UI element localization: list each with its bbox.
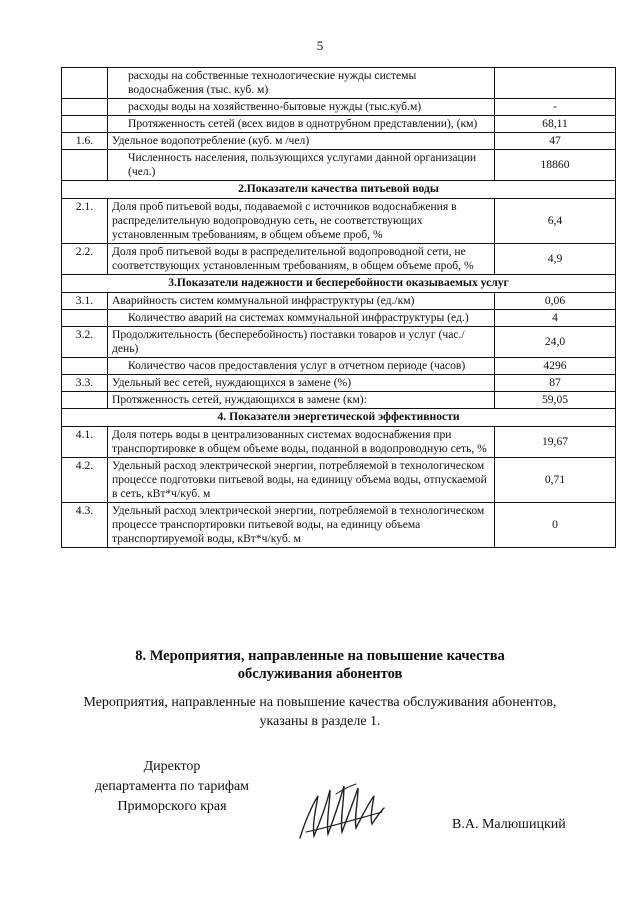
row-value: 24,0 <box>495 327 616 358</box>
row-number: 1.6. <box>62 133 108 150</box>
row-number: 3.1. <box>62 293 108 310</box>
row-description: Численность населения, пользующихся услугами данной организации (чел.) <box>108 150 495 181</box>
table-row <box>62 68 616 99</box>
row-number: 2.2. <box>62 244 108 275</box>
row-number: 3.2. <box>62 327 108 358</box>
section-8-heading-line-2: обслуживания абонентов <box>237 666 403 682</box>
row-value: 0,06 <box>495 293 616 310</box>
table-row <box>62 99 616 116</box>
table-row <box>62 293 616 310</box>
row-value: 59,05 <box>495 392 616 409</box>
row-value: 47 <box>495 133 616 150</box>
row-description: Аварийность систем коммунальной инфраструктуры (ед./км) <box>108 293 495 310</box>
row-description: Доля проб питьевой воды, подаваемой с источников водоснабжения в распределительную водопроводную сеть, не соответствующих установленным требованиям, в общем объеме проб, % <box>108 199 495 244</box>
table-row <box>62 358 616 375</box>
section-title: 3.Показатели надежности и бесперебойности оказываемых услуг <box>62 275 616 293</box>
indicators-table <box>61 67 616 548</box>
row-description: Удельный расход электрической энергии, потребляемой в технологическом процессе подготовки питьевой воды, на единицу объема воды, отпускаемой в сеть, кВт*ч/куб. м <box>108 458 495 503</box>
table-row <box>62 327 616 358</box>
table-row <box>62 375 616 392</box>
table-row <box>62 133 616 150</box>
row-description: расходы воды на хозяйственно-бытовые нужды (тыс.куб.м) <box>108 99 495 116</box>
row-description: Удельное водопотребление (куб. м /чел) <box>108 133 495 150</box>
row-value: 6,4 <box>495 199 616 244</box>
row-number: 4.3. <box>62 503 108 548</box>
row-description: Удельный вес сетей, нуждающихся в замене (%) <box>108 375 495 392</box>
row-number: 4.1. <box>62 427 108 458</box>
signatory-title-line-1: Директор <box>143 759 201 774</box>
signatory-name: В.А. Малюшицкий <box>452 817 566 832</box>
row-number <box>62 68 108 99</box>
row-number <box>62 358 108 375</box>
row-number <box>62 310 108 327</box>
row-value: 18860 <box>495 150 616 181</box>
row-value: 0 <box>495 503 616 548</box>
table-row <box>62 458 616 503</box>
section-8-heading <box>0 647 640 683</box>
table-row <box>62 150 616 181</box>
row-number: 3.3. <box>62 375 108 392</box>
row-description: Протяженность сетей (всех видов в однотрубном представлении), (км) <box>108 116 495 133</box>
section-8-body <box>0 693 640 731</box>
section-8-heading-line-1: 8. Мероприятия, направленные на повышение качества <box>135 648 505 664</box>
section-8-body-line-1: Мероприятия, направленные на повышение качества обслуживания абонентов, <box>83 695 557 710</box>
table-row <box>62 116 616 133</box>
row-description: расходы на собственные технологические нужды системы водоснабжения (тыс. куб. м) <box>108 68 495 99</box>
row-value: 87 <box>495 375 616 392</box>
table-row <box>62 427 616 458</box>
page-number: 5 <box>316 38 324 53</box>
table-row <box>62 392 616 409</box>
table-row <box>62 199 616 244</box>
row-description: Количество аварий на системах коммунальной инфраструктуры (ед.) <box>108 310 495 327</box>
row-description: Доля проб питьевой воды в распределительной водопроводной сети, не соответствующих установленным требованиям, в общем объеме проб, % <box>108 244 495 275</box>
table-row <box>62 503 616 548</box>
row-description: Количество часов предоставления услуг в отчетном периоде (часов) <box>108 358 495 375</box>
table-section-header <box>62 275 616 293</box>
row-number <box>62 99 108 116</box>
table-row <box>62 310 616 327</box>
row-value: - <box>495 99 616 116</box>
row-number <box>62 116 108 133</box>
section-title: 2.Показатели качества питьевой воды <box>62 181 616 199</box>
section-title: 4. Показатели энергетической эффективности <box>62 409 616 427</box>
handwritten-signature <box>296 778 388 844</box>
row-value: 4 <box>495 310 616 327</box>
signatory-title-line-2: департамента по тарифам <box>94 779 250 794</box>
row-number <box>62 392 108 409</box>
table-section-header <box>62 409 616 427</box>
table-row <box>62 244 616 275</box>
row-value: 19,67 <box>495 427 616 458</box>
indicators-table-body <box>62 68 616 548</box>
row-description: Протяженность сетей, нуждающихся в замене (км): <box>108 392 495 409</box>
row-value <box>495 68 616 99</box>
row-value: 68,11 <box>495 116 616 133</box>
signatory-title-line-3: Приморского края <box>117 799 227 814</box>
row-value: 4296 <box>495 358 616 375</box>
row-number <box>62 150 108 181</box>
row-description: Продолжительность (бесперебойность) поставки товаров и услуг (час./день) <box>108 327 495 358</box>
table-section-header <box>62 181 616 199</box>
row-description: Доля потерь воды в централизованных системах водоснабжения при транспортировке в общем объеме воды, поданной в водопроводную сеть, % <box>108 427 495 458</box>
row-description: Удельный расход электрической энергии, потребляемой в технологическом процессе транспортировки питьевой воды, на единицу объема транспортируемой воды, кВт*ч/куб. м <box>108 503 495 548</box>
row-value: 4,9 <box>495 244 616 275</box>
row-number: 4.2. <box>62 458 108 503</box>
row-value: 0,71 <box>495 458 616 503</box>
row-number: 2.1. <box>62 199 108 244</box>
signatory-title <box>72 757 272 817</box>
section-8-body-line-2: указаны в разделе 1. <box>259 714 381 729</box>
